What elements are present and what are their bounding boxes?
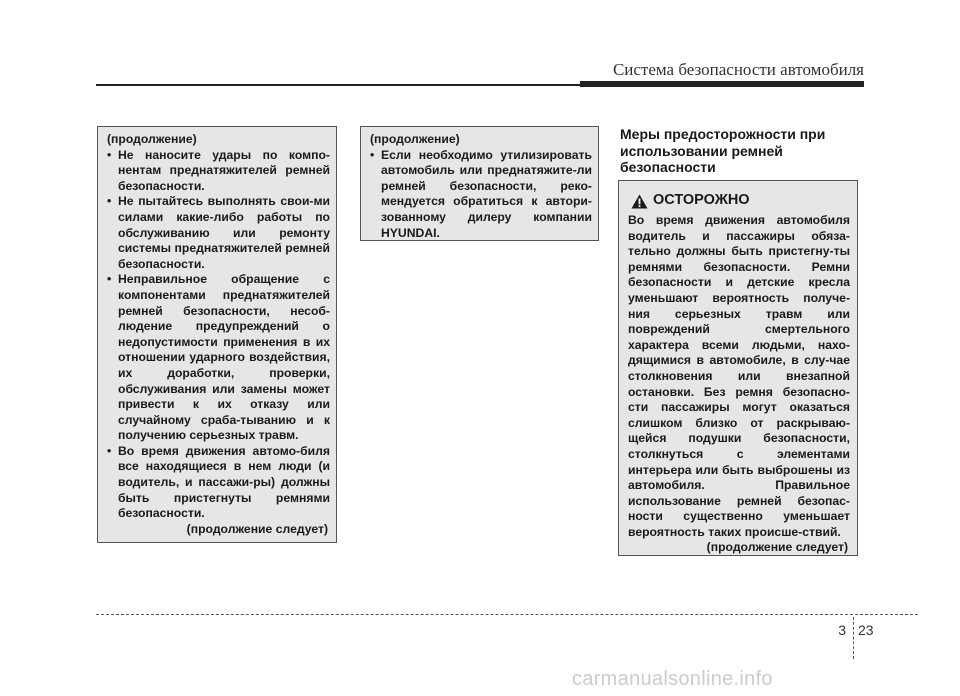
footer-rule (96, 614, 918, 615)
page-number (816, 622, 876, 642)
page-number-value: 23 (858, 622, 874, 638)
list-item: • Не пытайтесь выполнять свои-ми силами какие-либо работы по обслуживанию или ремонту системы преднатяжителей ремней безопасности. (107, 194, 330, 272)
bullet-list (107, 148, 330, 522)
continues-label: (продолжение следует) (706, 540, 848, 555)
list-item: • Во время движения автомо-биля все находящиеся в нем люди (и водитель, и пассажи-ры) должны быть пристегнуты ремнями безопасности. (107, 444, 330, 522)
warning-body: Во время движения автомобиля водитель и пассажиры обяза-тельно должны быть пристегну-ты ремнями безопасности. Ремни безопасности и детские кресла уменьшают вероятность получе-ния серьезных травм или повреждений смертельного характера всеми людьми, нахо-дящимися в автомобиле, в слу-чае столкновения или внезапной остановки. Без ремня безопасно-сти пассажиры могут оказаться слишком близко от раскрываю-щейся подушки безопасности, столкнуться с элементами интерьера или быть выброшены из автомобиля. Правильное использование ремней безопас-ности существенно уменьшает вероятность таких происше-ствий. (628, 213, 850, 539)
continued-notes-box-2 (360, 126, 599, 241)
warning-title: ОСТОРОЖНО (653, 192, 750, 209)
chapter-number: 3 (838, 622, 846, 638)
continues-label: (продолжение следует) (186, 521, 328, 536)
bullet-list (370, 148, 592, 242)
list-item: • Не наносите удары по компо-нентам преднатяжителей ремней безопасности. (107, 148, 330, 195)
continued-notes-box-1 (97, 126, 337, 543)
section-heading: Меры предосторожности при использовании ремней безопасности (620, 126, 826, 175)
warning-triangle-icon (631, 194, 648, 209)
watermark: carmanualsonline.info (572, 668, 773, 690)
warning-box (618, 180, 858, 556)
header-accent-bar (580, 81, 864, 87)
continued-label: (продолжение) (107, 132, 197, 146)
warning-header (628, 191, 850, 211)
page-header-title: Система безопасности автомобиля (612, 60, 864, 79)
list-item: • Если необходимо утилизировать автомобиль или преднатяжите-ли ремней безопасности, реко-мендуется обратиться к автори-зованному дилеру компании HYUNDAI. (370, 148, 592, 242)
continued-label: (продолжение) (370, 132, 460, 146)
list-item: • Неправильное обращение с компонентами преднатяжителей ремней безопасности, несоб-людение предупреждений о недопустимости применения в их отношении ударного воздействия, их доработки, проверки, обслуживания или замены может привести к их отказу или случайному сраба-тыванию и к получению серьезных травм. (107, 272, 330, 444)
page-number-separator (853, 617, 854, 659)
